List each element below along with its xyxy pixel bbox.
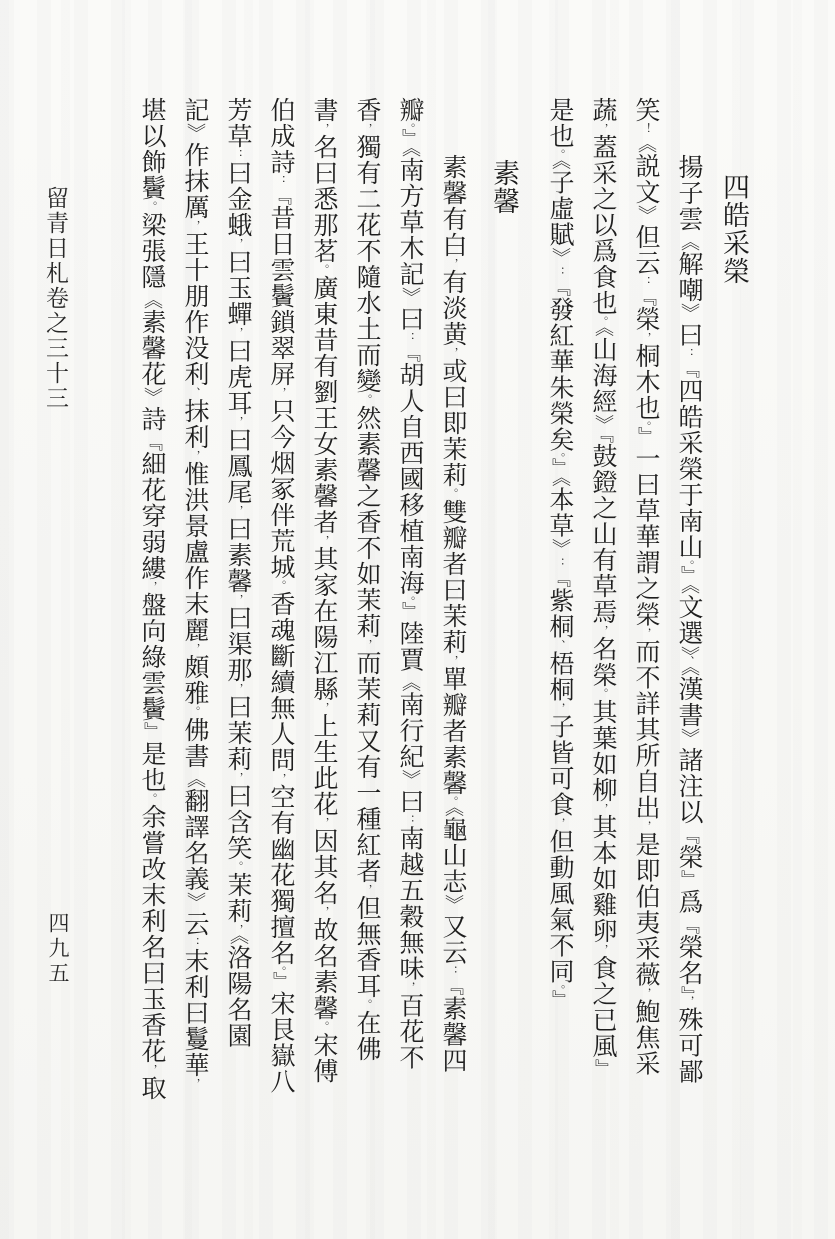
text-column: 瓣。』《南方草木記》曰：『胡人自西國移植南海。』陸賈《南行紀》曰：南越五穀無味，百花不 [396,97,423,1071]
text-column: 揚子雲《解嘲》曰：『四皓采榮于南山。』《文選》、《漢書》諸注以『榮』爲『榮名』，殊可鄙 [675,154,702,1085]
volume-header: 留青日札卷之三十三 [43,186,68,411]
page-number: 四九五 [46,912,70,987]
section-title-sihao-cairong: 四皓采榮 [719,173,749,285]
main-text-block [123,97,757,1132]
text-column: 素馨有白，有淡黄，或曰即茉莉。雙瓣者曰茉莉，單瓣者素馨。《龜山志》又云：『素馨四 [439,154,466,1074]
text-column: 蔬，蓋采之以爲食也。《山海經》『鼓鐙之山有草焉，名榮。其葉如柳，其本如雞卵，食之已風』 [589,97,616,1078]
text-column: 是也。《子虛賦》：『發紅華朱榮矣。』《本草》：『紫桐、梧桐，子皆可食，但動風氣不同。』 [546,97,573,1009]
section-title-suxin: 素馨 [489,159,519,215]
text-column: 笑！《説文》但云：『榮，桐木也。』一曰草華謂之榮，而不詳其所自出，是即伯夷采薇，鮑焦采 [632,97,659,1077]
text-column: 書，名曰悉那茗。廣東昔有劉王女素馨者，其家在陽江縣，上生此花，因其名，故名素馨。宋傅 [310,97,337,1084]
text-column: 記》作抹厲，王十朋作没利、抹利，惟洪景盧作末麗，頗雅。佛書《翻譯名義》云：末利曰鬘華， [181,97,208,1089]
text-column: 堪以飾鬢。梁張隱《素馨花》詩『細花穿弱縷，盤向綠雲鬢』是也。余嘗改末利名曰玉香花，取 [138,97,165,1101]
text-column: 芳草：曰金蛾，曰玉蟬，曰虎耳，曰鳳尾，曰素馨，曰渠那，曰茉莉，曰含笑。茉莉，《洛陽名園 [224,97,251,1049]
text-column: 香，獨有二花不隨水土而變。然素馨之香不如茉莉，而茉莉又有一種紅者，但無香耳。在佛 [353,97,380,1062]
text-column: 伯成詩：『昔日雲鬢鎖翠屏，只今烟冢伴荒城。香魂斷續無人問，空有幽花獨擅名。』宋艮嶽八 [267,97,294,1095]
